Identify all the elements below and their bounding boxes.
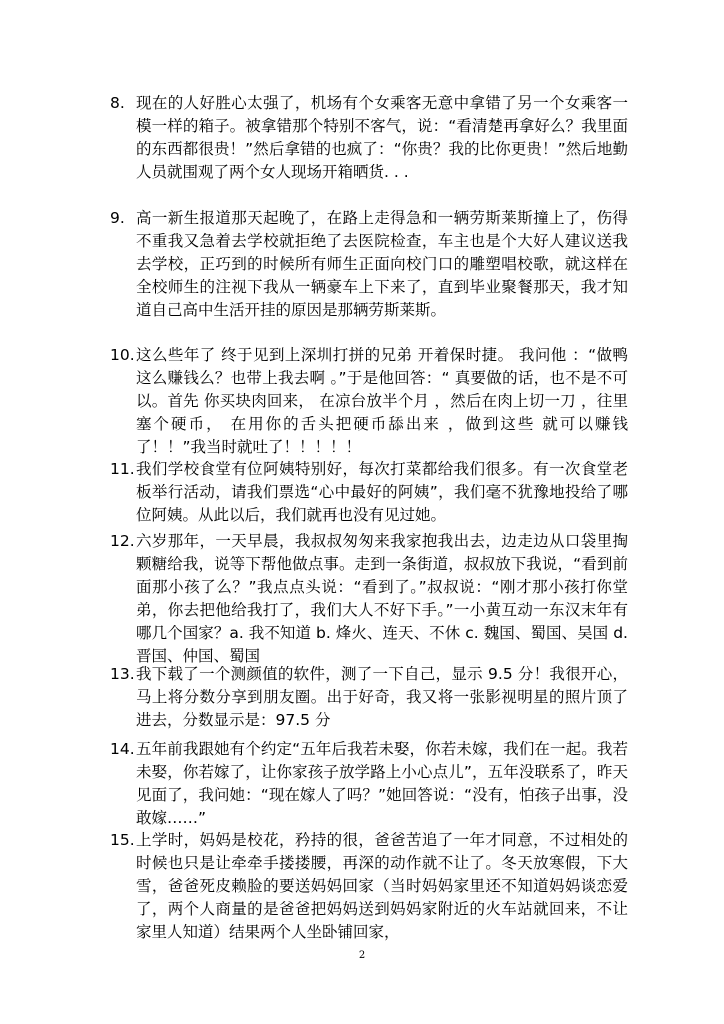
item-number: 8. <box>110 94 125 112</box>
joke-item-12 <box>110 530 628 668</box>
joke-item-9 <box>110 207 628 322</box>
item-number: 11. <box>110 460 135 478</box>
item-number: 13. <box>110 665 135 683</box>
item-number: 9. <box>110 209 125 227</box>
joke-item-14 <box>110 738 628 830</box>
joke-item-8 <box>110 92 628 184</box>
item-number: 10. <box>110 346 135 364</box>
item-text: 上学时，妈妈是校花，矜持的很，爸爸苦追了一年才同意，不过相处的时候也只是让牵牵手搂搂腰，再深的动作就不让了。冬天放寒假，下大雪，爸爸死皮赖脸的要送妈妈回家（当时妈妈家里还不知道妈妈谈恋爱了，两个人商量的是爸爸把妈妈送到妈妈家附近的火车站就回来，不让家里人知道）结果两个人坐卧铺回家， <box>136 831 628 941</box>
item-text: 我们学校食堂有位阿姨特别好，每次打菜都给我们很多。有一次食堂老板举行活动，请我们票选“心中最好的阿姨”，我们毫不犹豫地投给了哪位阿姨。从此以后，我们就再也没有见过她。 <box>136 460 628 524</box>
item-text: 五年前我跟她有个约定“五年后我若未娶，你若未嫁，我们在一起。我若未娶，你若嫁了，让你家孩子放学路上小心点儿”，五年没联系了，昨天见面了，我问她：“现在嫁人了吗？”她回答说：“没有，怕孩子出事，没敢嫁……” <box>136 740 628 827</box>
item-text: 这么些年了 终于见到上深圳打拼的兄弟 开着保时捷。 我问他 ：“做鸭这么赚钱么？也带上我去啊 。”于是他回答：“ 真要做的话，也不是不可以。首先 你买块肉回来， 在凉台放半个月 ，然后在肉上切一刀 ，往里塞个硬币， 在用你的舌头把硬币舔出来 ，做到这些 就可以赚钱了！！”我当时就吐了！！！！！ <box>136 346 628 456</box>
item-text: 现在的人好胜心太强了，机场有个女乘客无意中拿错了另一个女乘客一模一样的箱子。被拿错那个特别不客气，说：“看清楚再拿好么？我里面的东西都很贵！”然后拿错的也疯了：“你贵？我的比你更贵！”然后地勤人员就围观了两个女人现场开箱晒货. . . <box>136 94 628 181</box>
joke-item-15 <box>110 829 628 944</box>
joke-item-11 <box>110 458 628 527</box>
item-text: 高一新生报道那天起晚了，在路上走得急和一辆劳斯莱斯撞上了，伤得不重我又急着去学校就拒绝了去医院检查，车主也是个大好人建议送我去学校，正巧到的时候所有师生正面向校门口的雕塑唱校歌，就这样在全校师生的注视下我从一辆豪车上下来了，直到毕业聚餐那天，我才知道自己高中生活开挂的原因是那辆劳斯莱斯。 <box>136 209 628 319</box>
joke-item-10 <box>110 344 628 459</box>
item-number: 12. <box>110 532 135 550</box>
page-number: 2 <box>358 950 366 961</box>
joke-item-13 <box>110 663 628 732</box>
item-number: 15. <box>110 831 135 849</box>
item-text: 我下载了一个测颜值的软件，测了一下自己，显示 9.5 分！我很开心，马上将分数分享到朋友圈。出于好奇，我又将一张影视明星的照片顶了进去，分数显示是：97.5 分 <box>136 665 628 729</box>
item-text: 六岁那年，一天早晨，我叔叔匆匆来我家抱我出去，边走边从口袋里掏颗糖给我，说等下帮他做点事。走到一条街道，叔叔放下我说，“看到前面那小孩了么？”我点点头说：“看到了。”叔叔说：“刚才那小孩打你堂弟，你去把他给我打了，我们大人不好下手。”一小黄互动一东汉末年有哪几个国家？a. 我不知道 b. 烽火、连天、不休 c. 魏国、蜀国、吴国 d. 晋国、仲国、蜀国 <box>136 532 628 665</box>
item-number: 14. <box>110 740 135 758</box>
